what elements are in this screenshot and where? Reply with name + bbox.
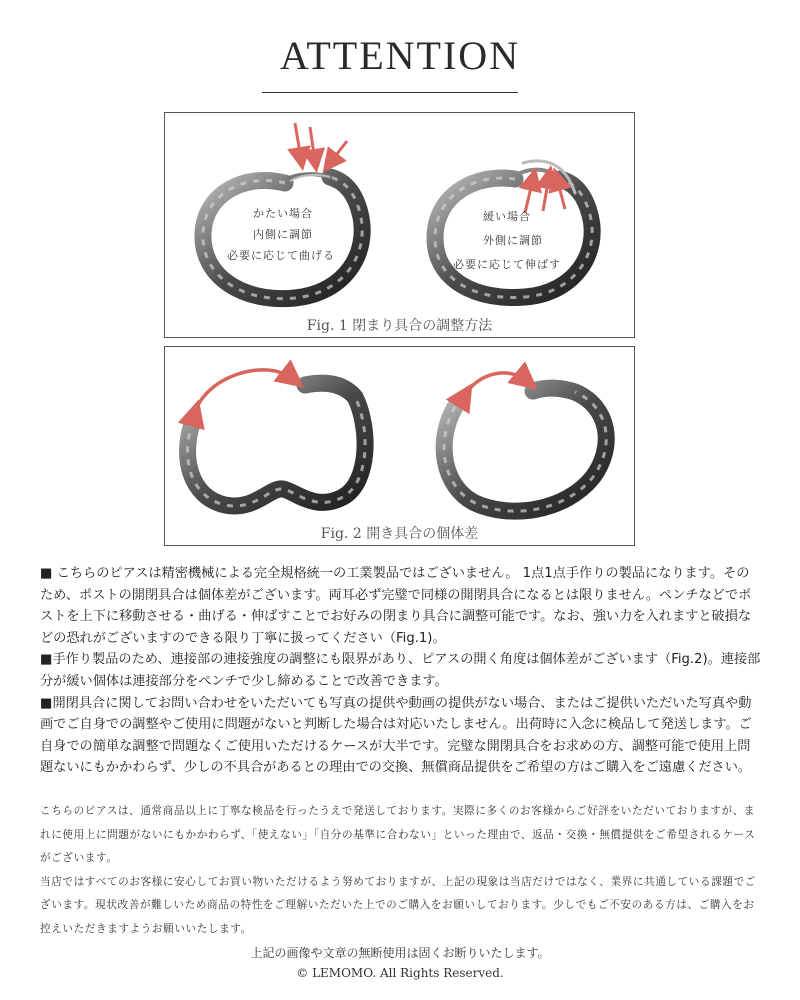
figure-1 bbox=[164, 112, 635, 338]
policy-paragraph: 当店ではすべてのお客様に安心してお買い物いただけるよう努めておりますが、上記の現象は当店だけではなく、業界に共通している課題でございます。現状改善が難しいため商品の特性をご理解いただいた上でのご購入をお願いしております。少しでもご不安のある方は、ご購入をお控えいただきますようお願いいたします。 bbox=[40, 875, 756, 935]
shop-policy-text bbox=[40, 800, 762, 942]
right-annotation-line: 緩い場合 bbox=[483, 210, 531, 223]
left-annotation bbox=[227, 203, 335, 266]
notice-paragraph: ■ こちらのピアスは精密機械による完全規格統一の工業製品ではございません。 1点1点手作りの製品になります。そのため、ポストの開閉具合は個体差がございます。両耳必ず完璧で同様の開閉具合になるとは限りません。ペンチなどでポストを上下に移動させる・曲げる・伸ばすことでお好みの閉まり具合に調整可能です。なお、強い力を入れますと破損などの恐れがございますのできる限り丁寧に扱ってください（Fig.1)。 bbox=[40, 566, 752, 646]
left-annotation-line: 必要に応じて曲げる bbox=[227, 249, 335, 262]
fig1-illustration bbox=[165, 113, 636, 339]
left-annotation-line: かたい場合 bbox=[253, 207, 313, 220]
notice-body bbox=[40, 563, 762, 779]
figure-2 bbox=[164, 346, 635, 546]
wide-gap-arrow bbox=[195, 370, 293, 413]
copy-notice: 上記の画像や文章の無断使用は固くお断りいたします。 bbox=[250, 946, 550, 960]
right-annotation bbox=[453, 205, 561, 277]
right-annotation-line: 外側に調節 bbox=[483, 234, 543, 247]
fig2-caption: Fig. 2 開き具合の個体差 bbox=[320, 526, 479, 542]
notice-paragraph: ■開閉具合に関してお問い合わせをいただいても写真の提供や動画の提供がない場合、またはご提供いただいた写真や動画でご自身での調整やご使用に問題がないと判断した場合は対応いたしません。出荷時に入念に検品して発送します。ご自身での簡単な調整で問題なくご使用いただけるケースが大半です。完璧な開閉具合をお求めの方、調整可能で使用上問題ないにもかかわらず、少しの不具合があるとの理由での交換、無償商品提供をご希望の方はご購入をご遠慮ください。 bbox=[40, 695, 752, 776]
fig1-caption: Fig. 1 閉まり具合の調整方法 bbox=[306, 318, 493, 334]
page-title: ATTENTION bbox=[279, 33, 521, 78]
fig2-illustration bbox=[165, 347, 636, 547]
narrow-open-hoop bbox=[444, 388, 606, 511]
copyright: © LEMOMO. All Rights Reserved. bbox=[296, 966, 504, 980]
left-bend-arrows bbox=[295, 123, 347, 163]
policy-paragraph: こちらのピアスは、通常商品以上に丁寧な検品を行ったうえで発送しております。実際に多くのお客様からご好評をいただいておりますが、まれに使用上に問題がないにもかかわらず、「使えない」「自分の基準に合わない」といった理由で、返品・交換・無償提供をご希望されるケースがございます。 bbox=[40, 805, 756, 865]
narrow-gap-arrow bbox=[465, 373, 527, 395]
right-annotation-line: 必要に応じて伸ばす bbox=[453, 258, 561, 271]
title-divider bbox=[262, 92, 518, 93]
left-annotation-line: 内側に調節 bbox=[253, 228, 313, 241]
notice-paragraph: ■手作り製品のため、連接部の連接強度の調整にも限界があり、ピアスの開く角度は個体差がございます（Fig.2)。連接部分が緩い個体は連接部分をペンチで少し締めることで改善できます。 bbox=[40, 652, 761, 689]
wide-open-hoop bbox=[188, 383, 366, 506]
